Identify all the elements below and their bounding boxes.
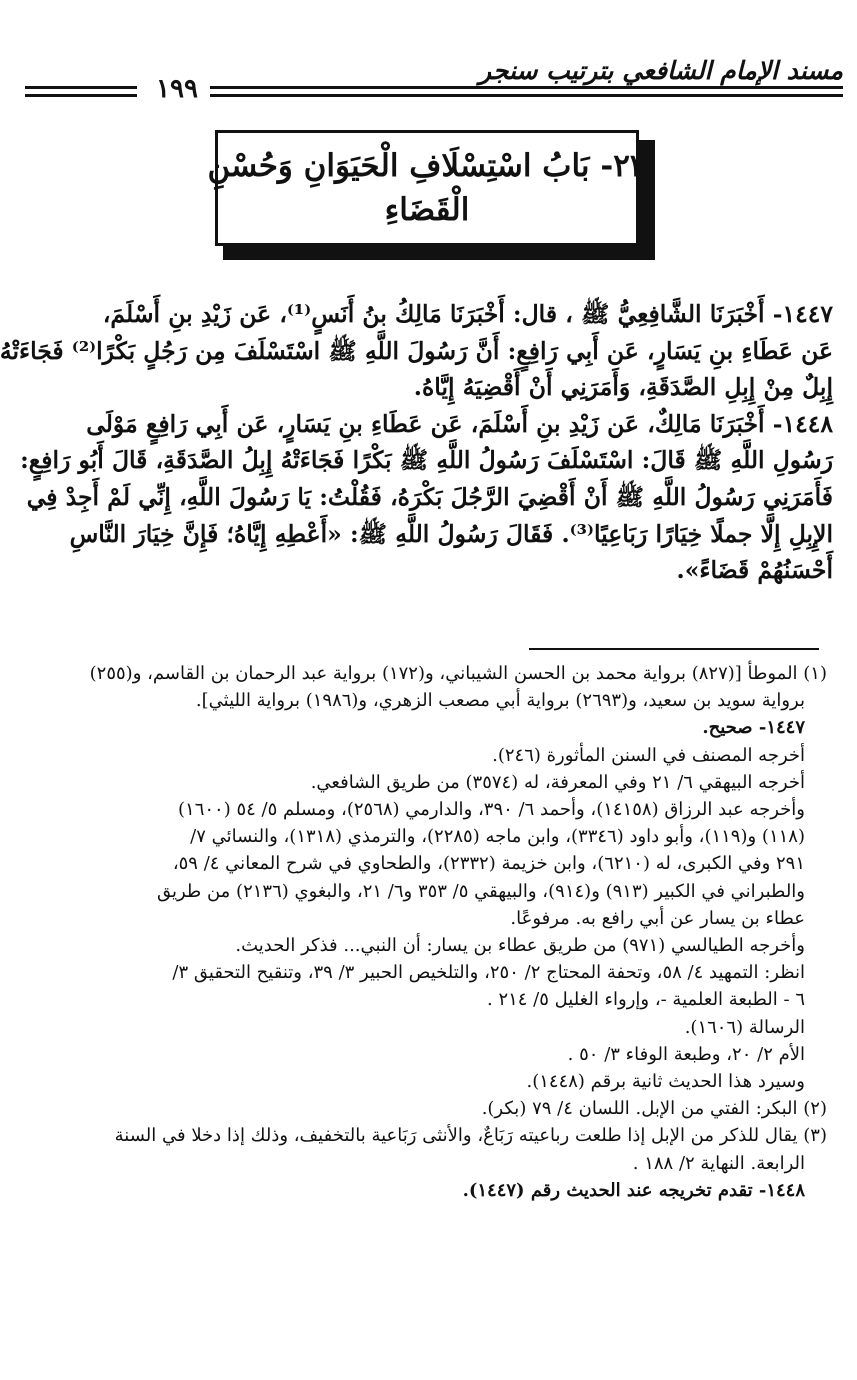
footnotes — [27, 660, 827, 1204]
header-rule — [25, 86, 137, 89]
header-rule — [210, 94, 843, 97]
footnote-line: (٢) البكر: الفتي من الإبل. اللسان ٤/ ٧٩ (بكر). — [481, 1098, 827, 1120]
running-header — [25, 40, 843, 102]
book-title: مسند الإمام الشافعي بترتيب سنجر — [479, 56, 843, 85]
chapter-title-box — [207, 130, 647, 246]
chapter-title-line: الْقَضَاءِ — [384, 192, 470, 228]
hadith-line: إِبِلٌ مِنْ إِبِلِ الصَّدَقَةِ، وَأَمَرَنِي أَنْ أَقْضِيَهُ إِيَّاهُ. — [413, 373, 833, 402]
header-rule — [25, 94, 137, 97]
footnote-line: ١٤٤٧- صحيح. — [702, 717, 805, 739]
hadith-line: ١٤٤٨- أَخْبَرَنَا مَالِكٌ، عَن زَيْدِ بنِ أَسْلَمَ، عَن عَطَاءِ بنِ يَسَارٍ، عَن أَبِي رَافِعٍ مَوْلَى — [86, 409, 833, 438]
footnote-line: الرسالة (١٦٠٦). — [684, 1016, 805, 1038]
hadith-line: ١٤٤٧- أَخْبَرَنَا الشَّافِعِيُّ ﷺ ، قال: أَخْبَرَنَا مَالِكُ بنُ أَنَسٍ⁽¹⁾، عَن زَيْدِ بنِ أَسْلَمَ، — [102, 300, 833, 328]
footnote-line: أخرجه المصنف في السنن المأثورة (٢٤٦). — [492, 744, 805, 766]
footnote-line: ٦ - الطبعة العلمية -، وإرواء الغليل ٥/ ٢١٤ . — [486, 989, 805, 1011]
footnote-line: الأم ٢/ ٢٠، وطبعة الوفاء ٣/ ٥٠ . — [567, 1043, 805, 1065]
hadith-text — [0, 296, 833, 589]
footnote-line: عطاء بن يسار عن أبي رافع به. مرفوعًا. — [510, 907, 805, 929]
footnote-line: انظر: التمهيد ٤/ ٥٨، وتحفة المحتاج ٢/ ٢٥٠، والتلخيص الحبير ٣/ ٣٩، وتنقيح التحقيق ٣/ — [172, 962, 805, 984]
chapter-title-line: ٢٣- بَابُ اسْتِسْلَافِ الْحَيَوَانِ وَحُسْنِ — [207, 148, 647, 184]
hadith-line: الإِبِلِ إِلَّا جملًا خِيَارًا رَبَاعِيًا⁽³⁾. فَقَالَ رَسُولُ اللَّهِ ﷺ: «أَعْطِهِ إِيَّاهُ؛ فَإِنَّ خِيَارَ النَّاسِ — [69, 519, 833, 548]
footnote-line: والطبراني في الكبير (٩١٣) و(٩١٤)، والبيهقي ٥/ ٣٥٣ و٦/ ٢١، والبغوي (٢١٣٦) من طريق — [156, 880, 805, 902]
header-rule — [210, 86, 843, 89]
footnote-line: (١) الموطأ [(٨٢٧) برواية محمد بن الحسن الشيباني، و(١٧٢) برواية عبد الرحمان بن القاسم، و(٢٥٥) — [89, 663, 827, 684]
page-number: ١٩٩ — [145, 74, 209, 104]
footnote-line: ١٤٤٨- تقدم تخريجه عند الحديث رقم (١٤٤٧). — [462, 1179, 805, 1201]
footnote-line: برواية سويد بن سعيد، و(٢٦٩٣) برواية أبي مصعب الزهري، و(١٩٨٦) برواية الليثي]. — [195, 690, 805, 712]
footnote-line: وأخرجه الطيالسي (٩٧١) من طريق عطاء بن يسار: أن النبي... فذكر الحديث. — [235, 935, 805, 957]
book-page — [1, 0, 857, 1380]
hadith-line: أَحْسَنُهُمْ قَضَاءً». — [676, 556, 833, 585]
footnote-line: وأخرجه عبد الرزاق (١٤١٥٨)، وأحمد ٦/ ٣٩٠، والدارمي (٢٥٦٨)، ومسلم ٥/ ٥٤ (١٦٠٠) — [178, 799, 805, 821]
footnote-line: الرابعة. النهاية ٢/ ١٨٨ . — [632, 1152, 805, 1174]
footnote-line: (١١٨) و(١١٩)، وأبو داود (٣٣٤٦)، وابن ماجه (٢٢٨٥)، والترمذي (١٣١٨)، والنسائي ٧/ — [190, 826, 805, 848]
footnote-line: (٣) يقال للذكر من الإبل إذا طلعت رباعيته رَبَاعٌ، والأنثى رَبَاعية بالتخفيف، وذلك إذا دخلا في السنة — [114, 1125, 827, 1147]
hadith-line: رَسُولِ اللَّهِ ﷺ قَالَ: اسْتَسْلَفَ رَسُولُ اللَّهِ ﷺ بَكْرًا فَجَاءَتْهُ إِبِلُ الصَّدَقَةِ، قَالَ أَبُو رَافِعٍ: — [20, 446, 833, 475]
footnote-line: ٢٩١ وفي الكبرى، له (٦٢١٠)، وابن خزيمة (٢٣٣٢)، والطحاوي في شرح المعاني ٤/ ٥٩، — [172, 853, 805, 875]
hadith-line: عَن عَطَاءِ بنِ يَسَارٍ، عَن أَبِي رَافِعٍ: أَنَّ رَسُولَ اللَّهِ ﷺ اسْتَسْلَفَ مِن رَجُلٍ بَكْرًا⁽²⁾ فَجَاءَتْهُ — [0, 336, 833, 365]
hadith-line: فَأَمَرَنِي رَسُولُ اللَّهِ ﷺ أَنْ أَقْضِيَ الرَّجُلَ بَكْرَهُ، فَقُلْتُ: يَا رَسُولَ اللَّهِ، إِنِّي لَمْ أَجِدْ فِي — [26, 482, 833, 511]
footnote-line: وسيرد هذا الحديث ثانية برقم (١٤٤٨). — [526, 1071, 805, 1093]
footnote-line: أخرجه البيهقي ٦/ ٢١ وفي المعرفة، له (٣٥٧٤) من طريق الشافعي. — [310, 771, 805, 793]
footnote-separator — [529, 648, 819, 650]
